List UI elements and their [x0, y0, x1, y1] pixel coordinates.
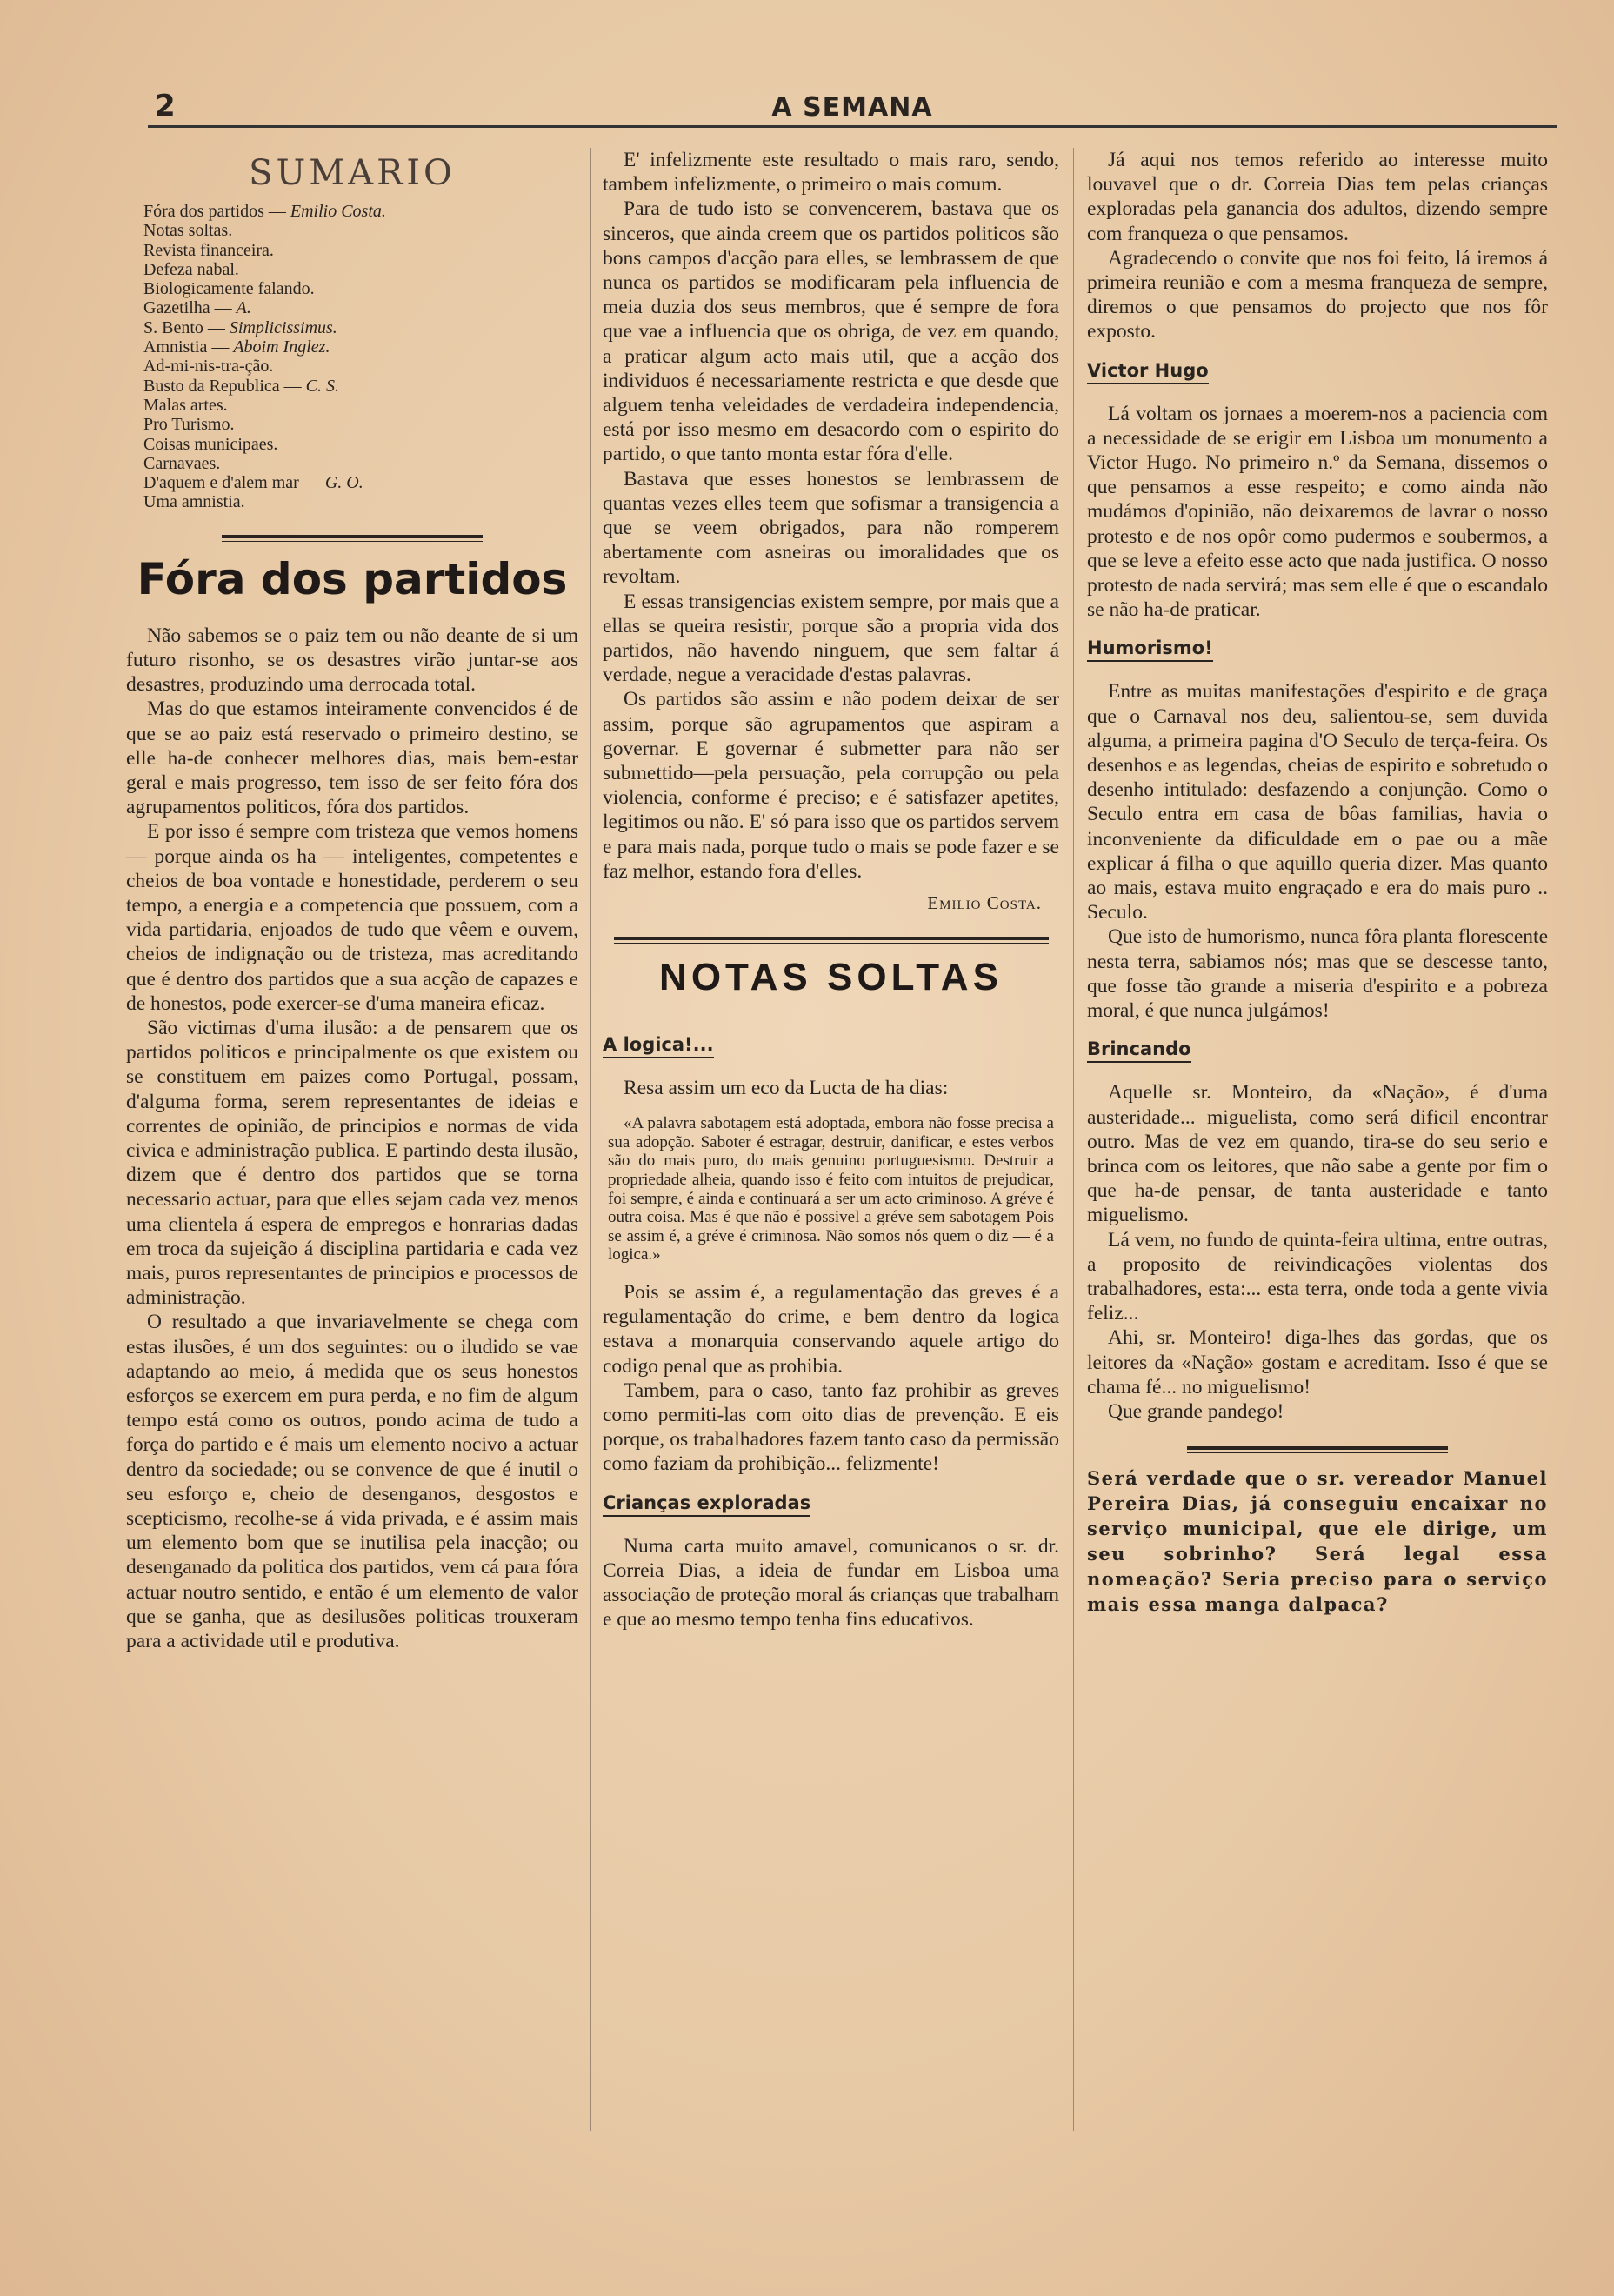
sumario-item [143, 435, 578, 454]
humorismo-body [1087, 679, 1548, 1023]
paragraph: Entre as muitas manifestações d'espirito e de graça que o Carnaval nos deu, salientou-se, sem duvida alguma, a primeira pagina d'O Seculo de terça-feira. Os desenhos e as legendas, cheias de espirito e sobretudo o desenho intitulado: desfazendo a conjunção. Como o Seculo entra em casa de bôas familias, havia o inconveniente da dificuldade em o pae ou a mãe explicar á filha o que aquillo queria dizer. Mas quanto ao mais, estava muito engraçado e era do mais puro .. Seculo. [1087, 680, 1548, 924]
paragraph: O resultado a que invariavelmente se chega com estas ilusões, é um dos seguintes: ou o iludido se vae adaptando ao meio, á medida que os seus honestos esforços se exercem em pura perda, e no fim de algum tempo está como os outros, pondo acima de tudo a força do partido e é mais um elemento nocivo a actuar dentro da sociedade; ou se convence de que é inutil o seu esforço e, cheio de desenganos, desgostos e scepticismo, recolhe-se á vida privada, e é assim mais um elemento bom que se inutilisa pela inacção; ou desenganado da politica dos partidos, vem cá para fóra actuar noutro sentido, e então é um elemento de valor que se ganha, que as desilusões politicas trouxeram para a actividade util e produtiva. [126, 1311, 578, 1653]
sumario-item-text: Pro Turismo. [143, 415, 235, 435]
paragraph: Lá vem, no fundo de quinta-feira ultima, entre outras, a proposito de reivindicações violentas dos trabalhadores, esta:... esta terra, onde toda a gente vivia feliz... [1087, 1228, 1548, 1325]
sumario-item [143, 279, 578, 298]
paragraph: Que grande pandego! [1108, 1399, 1284, 1423]
paragraph: Já aqui nos temos referido ao interesse muito louvavel que o dr. Correia Dias tem pelas crianças exploradas pela ganancia dos adultos, dizendo sempre com franqueza o que pensamos. [1087, 149, 1548, 245]
article-title: Fóra dos partidos [137, 553, 568, 604]
article-signature: Emilio Costa. [927, 892, 1042, 914]
subheading-humorismo: Humorismo! [1087, 637, 1213, 662]
sumario-item-text: Gazetilha — [143, 298, 237, 318]
sumario-item-text: Carnavaes. [143, 453, 221, 473]
paragraph: E essas transigencias existem sempre, por mais que a ellas se queira resistir, porque são a propria vida dos partidos, não havendo ninguem, que sem faltar á verdade, negue a veracidade d'estas palavras. [603, 590, 1059, 687]
sumario-item-text: Malas artes. [143, 395, 228, 415]
logica-quote: «A palavra sabotagem está adoptada, embora não fosse precisa a sua adopção. Saboter é estragar, destruir, danificar, e estes verbos são do mais puro, do mais genuino portuguesismo. Destruir a propriedade alheia, quando isso é feito com intuitos de prejudicar, foi sempre, é ainda e continuará a ser um acto criminoso. A gréve é outra coisa. Mas é que não é possivel a gréve sem sabotagem Pois se assim é, a gréve é criminosa. Não somos nós quem o diz — é a logica.» [608, 1114, 1054, 1265]
divider-rule [222, 535, 483, 542]
sumario-item [143, 298, 578, 317]
sumario-list [143, 202, 578, 512]
sumario-item [143, 473, 578, 492]
subheading-criancas: Crianças exploradas [603, 1492, 810, 1517]
paragraph: E' infelizmente este resultado o mais raro, sendo, tambem infelizmente, o primeiro o mais comum. [603, 149, 1059, 197]
divider-rule [614, 937, 1049, 944]
sumario-item-text: S. Bento — [143, 317, 230, 337]
paragraph: Mas do que estamos inteiramente convencidos é de que se ao paiz está reservado o primeiro destino, se elle ha-de conhecer melhores dias, mais bem-estar geral e mais progresso, tem isso de ser feito fóra dos agrupamentos politicos, fóra dos partidos. [126, 697, 578, 819]
sumario-item-author: C. S. [305, 376, 339, 396]
paragraph: E por isso é sempre com tristeza que vemos homens — porque ainda os ha — inteligentes, competentes e cheios de boa vontade e honestidade, perderem o seu tempo, a energia e a competencia que possuem, com a vida partidaria, enjoados de tudo que vêem e ouvem, cheios de indignação ou de tristeza, mas acreditando que é dentro dos partidos que a sua acção de capazes e de honestos, pode exercer-se d'uma maneira eficaz. [126, 820, 578, 1015]
article-body-part2 [603, 148, 1059, 884]
paragraph: Os partidos são assim e não podem deixar de ser assim, porque são agrupamentos que aspiram a governar. E governar é submetter para não ser submettido—pela persuação, pela corrupção ou pela violencia, conforme é preciso; e é satisfazer apetites, legitimos ou não. E' só para isso que os partidos servem e para mais nada, porque tudo o mais se pode fazer e se faz melhor, estando fora d'elles. [603, 688, 1059, 883]
sumario-item-text: Ad-mi-nis-tra-ção. [143, 357, 274, 377]
sumario-item [143, 454, 578, 473]
column-2 [603, 148, 1059, 1632]
paragraph: Que isto de humorismo, nunca fôra planta florescente nesta terra, sabiamos nós; mas que se descesse tanto, que fosse tão grande a miseria d'espirito e a pobreza moral, é que nunca julgámos! [1087, 925, 1548, 1023]
column-divider [590, 148, 591, 2131]
sumario-item-text: Uma amnistia. [143, 492, 245, 512]
sumario-item [143, 337, 578, 357]
subheading-logica: A logica!... [603, 1034, 714, 1058]
sumario-item-text: D'aquem e d'alem mar — [143, 473, 325, 493]
sumario-item [143, 260, 578, 279]
sumario-item-text: Defeza nabal. [143, 259, 239, 279]
paragraph: Ahi, sr. Monteiro! diga-lhes das gordas, que os leitores da «Nação» gostam e acreditam. Isso é que se chama fé... no miguelismo! [1087, 1326, 1548, 1398]
sumario-item-text: Amnistia — [143, 337, 234, 357]
paragraph: São victimas d'uma ilusão: a de pensarem que os partidos politicos e principalmente os que existem ou se constituem em paizes como Portugal, possam, d'alguma forma, serem representantes de ideias e correntes de opinião, de principios e normas de vida civica e administração publica. E partindo desta ilusão, dizem que é dentro dos partidos que se torna necessario actuar, para que elles sejam cada vez menos uma clientela á espera de empregos e honrarias dadas em troca da sujeição á disciplina partidaria e cada vez mais, puros representantes de principios e processos de administração. [126, 1017, 578, 1310]
page-number: 2 [155, 89, 176, 123]
paragraph: Pois se assim é, a regulamentação das greves é a regulamentação do crime, e bem dentro da logica estava a monarquia conservando aquele artigo do codigo penal que as prohibia. [603, 1281, 1059, 1378]
article-body-part1 [126, 624, 578, 1654]
brincando-body [1087, 1080, 1548, 1424]
sumario-item-text: Fóra dos partidos — [143, 202, 290, 221]
sumario-item [143, 492, 578, 511]
sumario-item [143, 357, 578, 376]
sumario-title: SUMARIO [249, 153, 456, 193]
sumario-item-text: Biologicamente falando. [143, 279, 315, 299]
sumario-item [143, 202, 578, 221]
logica-intro: Resa assim um eco da Lucta de ha dias: [624, 1077, 949, 1100]
sumario-item-author: Emilio Costa. [290, 202, 386, 221]
sumario-item-text: Notas soltas. [143, 221, 233, 241]
sumario-item-author: G. O. [324, 473, 363, 493]
paragraph: Não sabemos se o paiz tem ou não deante de si um futuro risonho, se os desastres virão juntar-se aos desastres, produzindo uma derrocada total. [126, 624, 578, 697]
sumario-item-text: Revista financeira. [143, 240, 274, 260]
subheading-victor-hugo: Victor Hugo [1087, 360, 1209, 384]
section-title-notas-soltas: NOTAS SOLTAS [659, 956, 1003, 999]
paragraph: Tambem, para o caso, tanto faz prohibir as greves como permiti-las com oito dias de prevenção. E eis porque, os trabalhadores fazem tanto caso da permissão como faziam da prohibição... felizmente! [603, 1378, 1059, 1476]
sumario-item-text: Coisas municipaes. [143, 434, 278, 454]
sumario-item [143, 221, 578, 240]
victor-hugo-body [1087, 402, 1548, 623]
divider-rule [1187, 1446, 1448, 1453]
column-1 [126, 148, 578, 1653]
paragraph: Agradecendo o convite que nos foi feito, lá iremos á primeira reunião e com a mesma franqueza de sempre, diremos o que pensamos do projecto que nos fôr exposto. [1087, 246, 1548, 344]
paragraph: Bastava que esses honestos se lembrassem de quantas vezes elles teem que sofismar a transigencia a que se veem obrigados, para não romperem abertamente com asneiras ou imoralidades que os revoltam. [603, 467, 1059, 589]
newspaper-title: A SEMANA [771, 92, 933, 123]
logica-body [603, 1280, 1059, 1477]
sumario-item [143, 377, 578, 396]
sumario-item-text: Busto da Republica — [143, 376, 306, 396]
column-3 [1087, 148, 1548, 1617]
sumario-item-author: A. [236, 298, 251, 318]
paragraph: Aquelle sr. Monteiro, da «Nação», é d'uma austeridade... miguelista, como será dificil encontrar outro. Mas de vez em quando, tira-se do seu serio e brinca com os leitores, que não sabe a gente por fim o que ha-de pensar, de tanta austeridade e tanto miguelismo. [1087, 1081, 1548, 1227]
criancas-body-part1 [603, 1534, 1059, 1632]
paragraph: Numa carta muito amavel, comunicanos o sr. dr. Correia Dias, a ideia de fundar em Lisboa uma associação de proteção moral ás crianças que trabalham e que ao mesmo tempo tenha fins educativos. [603, 1534, 1059, 1632]
sumario-item [143, 396, 578, 415]
sumario-item [143, 318, 578, 337]
sumario-item [143, 415, 578, 434]
sumario-item-author: Simplicissimus. [229, 317, 337, 337]
column-divider [1073, 148, 1074, 2131]
paragraph: Lá voltam os jornaes a moerem-nos a paciencia com a necessidade de se erigir em Lisboa um monumento a Victor Hugo. No primeiro n.º da Semana, dissemos o que pensamos a esse respeito; e como ainda não mudámos d'opinião, não deixaremos de lavrar o nosso protesto e de nos opôr como pudermos e soubermos, a que se leve a efeito esse acto que nada justifica. O nosso protesto de nada servirá; mas sem elle é que o escandalo se não ha-de praticar. [1087, 402, 1548, 622]
paragraph: Para de tudo isto se convencerem, bastava que os sinceros, que ainda creem que os partidos politicos são bons campos d'acção para elles, se lembrassem de que nunca os partidos se modificaram pela influencia de meia duzia dos seus membros, que é sempre de fora que vae a influencia que os obriga, de vez em quando, a praticar algum acto mais util, que a acção dos individuos é necessariamente restricta e que desde que alguem tenha veleidades de verdadeira independencia, está por isso mesmo em desacordo com o espirito do partido, o que tanto monta estar fóra d'elle. [603, 197, 1059, 466]
notice-box: Será verdade que o sr. vereador Manuel Pereira Dias, já conseguiu encaixar no serviço municipal, que ele dirige, um seu sobrinho? Será legal essa nomeação? Seria preciso para o serviço mais essa manga dalpaca? [1087, 1467, 1548, 1616]
sumario-item-author: Aboim Inglez. [233, 337, 330, 357]
sumario-item [143, 241, 578, 260]
criancas-body-part2 [1087, 148, 1548, 344]
subheading-brincando: Brincando [1087, 1038, 1191, 1063]
page-header [148, 89, 1557, 128]
